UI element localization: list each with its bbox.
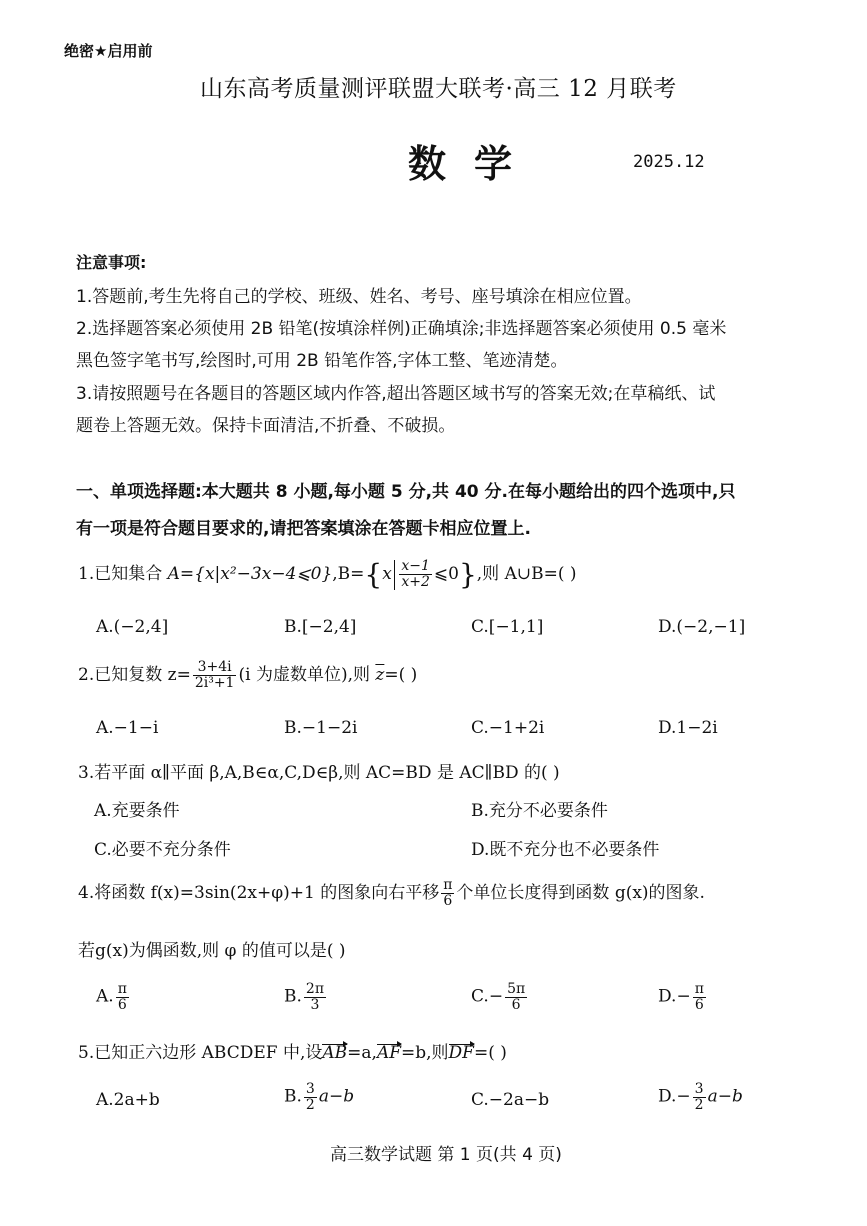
q2-option-a[interactable]: A.−1−i (96, 718, 159, 738)
q5-option-a[interactable]: A.2a+b (96, 1090, 160, 1110)
q2-zbar: $\overline{z}$ (375, 665, 385, 685)
q4c-sign: − (488, 986, 504, 1007)
q4b-fraction (304, 982, 326, 1012)
q4d-num: π (694, 981, 704, 997)
q3-option-d[interactable]: D.既不充分也不必要条件 (471, 840, 660, 860)
q5-end: =( ) (473, 1043, 507, 1063)
q5d-num: 3 (694, 1081, 704, 1097)
q1-bar (394, 560, 396, 590)
q4a-num: π (117, 981, 127, 997)
q4c-den: 6 (511, 996, 521, 1013)
q3-option-b[interactable]: B.充分不必要条件 (471, 801, 608, 821)
q5d-label: D.− (658, 1086, 691, 1107)
q5b-num: 3 (305, 1081, 315, 1097)
q1-tail: ,则 A∪B=( ) (476, 564, 577, 584)
subject-title: 数学 (408, 142, 541, 186)
question-3: 3.若平面 α∥平面 β,A,B∈α,C,D∈β,则 AC=BD 是 AC∥BD 的( ) (78, 763, 560, 783)
question-5 (78, 1038, 507, 1063)
exam-title: 山东高考质量测评联盟大联考·高三 12 月联考 (200, 76, 677, 102)
q1-var: x (382, 564, 392, 584)
q5-vector-af: AF (376, 1043, 402, 1063)
q3-option-a[interactable]: A.充要条件 (94, 801, 180, 821)
q4d-label: D. (658, 986, 677, 1007)
q5b-label: B. (284, 1086, 302, 1107)
q1-set-a: A={x|x²−3x−4⩽0} (167, 564, 333, 584)
q1-brace-close: } (458, 558, 477, 591)
q5d-tail: a−b (707, 1086, 743, 1107)
exam-date: 2025.12 (633, 152, 705, 172)
q1-option-d[interactable]: D.(−2,−1] (658, 617, 746, 637)
q1-num: x−1 (401, 558, 430, 575)
q5-eq-a: =a, (347, 1043, 377, 1063)
q1-fraction (399, 559, 432, 589)
question-1 (78, 558, 577, 591)
page-footer: 高三数学试题 第 1 页(共 4 页) (330, 1145, 562, 1165)
q5b-tail: a−b (318, 1086, 355, 1107)
q5-option-d[interactable] (658, 1082, 743, 1112)
q4-option-d[interactable] (658, 982, 708, 1012)
q4c-fraction (505, 982, 527, 1012)
q5-lead: 5.已知正六边形 ABCDEF 中,设 (78, 1043, 323, 1063)
q4a-den: 6 (117, 996, 127, 1013)
q2-lead: 2.已知复数 z= (78, 665, 191, 685)
q4-option-a[interactable] (96, 982, 131, 1012)
q2-num: 3+4i (193, 660, 237, 676)
q2-option-d[interactable]: D.1−2i (658, 718, 718, 738)
question-4-line2: 若g(x)为偶函数,则 φ 的值可以是( ) (78, 941, 346, 961)
q5-vector-df: DF (448, 1043, 474, 1063)
question-4 (78, 878, 705, 909)
section-heading: 有一项是符合题目要求的,请把答案填涂在答题卡相应位置上. (76, 519, 531, 539)
q4a-fraction (116, 982, 129, 1012)
note-line: 1.答题前,考生先将自己的学校、班级、姓名、考号、座号填涂在相应位置。 (76, 287, 642, 307)
q5d-den: 2 (694, 1096, 704, 1113)
q1-option-c[interactable]: C.[−1,1] (471, 617, 544, 637)
q1-le0: ⩽0 (433, 564, 459, 584)
note-line: 3.请按照题号在各题目的答题区域内作答,超出答题区域书写的答案无效;在草稿纸、试 (76, 384, 716, 404)
q4-lead: 4.将函数 f(x)=3sin(2x+φ)+1 的图象向右平移 (78, 883, 440, 903)
q2-option-b[interactable]: B.−1−2i (284, 718, 358, 738)
q5-vector-ab: AB (322, 1043, 348, 1063)
q5d-fraction (693, 1082, 706, 1112)
q4-num: π (443, 877, 453, 894)
q3-option-c[interactable]: C.必要不充分条件 (94, 840, 231, 860)
q1-lead: 1.已知集合 (78, 564, 168, 584)
note-line: 黑色签字笔书写,绘图时,可用 2B 铅笔作答,字体工整、笔迹清楚。 (76, 351, 568, 371)
q5b-fraction (304, 1082, 317, 1112)
q4c-num: 5π (507, 981, 526, 997)
q4d-sign: − (676, 986, 691, 1007)
q4-den: 6 (443, 893, 453, 909)
q2-fraction (193, 660, 237, 690)
q1-option-b[interactable]: B.[−2,4] (284, 617, 357, 637)
note-line: 题卷上答题无效。保持卡面清洁,不折叠、不破损。 (76, 416, 456, 436)
note-line: 2.选择题答案必须使用 2B 铅笔(按填涂样例)正确填涂;非选择题答案必须使用 0.5 毫米 (76, 319, 727, 339)
q4b-label: B. (284, 986, 302, 1007)
q4d-fraction (693, 982, 706, 1012)
q1-option-a[interactable]: A.(−2,4] (96, 617, 169, 637)
q1-brace-open: { (364, 558, 383, 591)
q5-eq-b: =b,则 (401, 1043, 449, 1063)
confidential-mark: 绝密★启用前 (64, 42, 153, 60)
q2-end: =( ) (384, 665, 418, 685)
section-heading: 一、单项选择题:本大题共 8 小题,每小题 5 分,共 40 分.在每小题给出的四个选项中,只 (76, 482, 736, 502)
notes-title: 注意事项: (76, 253, 147, 272)
q4-option-b[interactable] (284, 982, 328, 1012)
q5-option-b[interactable] (284, 1082, 354, 1112)
q4b-den: 3 (310, 996, 320, 1013)
q4d-den: 6 (694, 996, 704, 1013)
q4c-label: C. (471, 986, 489, 1007)
q1-den: x+2 (401, 574, 430, 590)
q4-fraction (441, 878, 454, 908)
q2-option-c[interactable]: C.−1+2i (471, 718, 545, 738)
q4a-label: A. (96, 986, 114, 1007)
q5b-den: 2 (305, 1096, 315, 1113)
q1-mid: ,B= (332, 564, 365, 584)
q4-option-c[interactable] (471, 982, 529, 1012)
q4-tail: 个单位长度得到函数 g(x)的图象. (456, 883, 705, 903)
question-2 (78, 660, 417, 691)
q2-den: 2i³+1 (194, 675, 235, 691)
q2-tail: (i 为虚数单位),则 (238, 665, 376, 685)
q5-option-c[interactable]: C.−2a−b (471, 1090, 550, 1110)
q4b-num: 2π (305, 981, 325, 997)
